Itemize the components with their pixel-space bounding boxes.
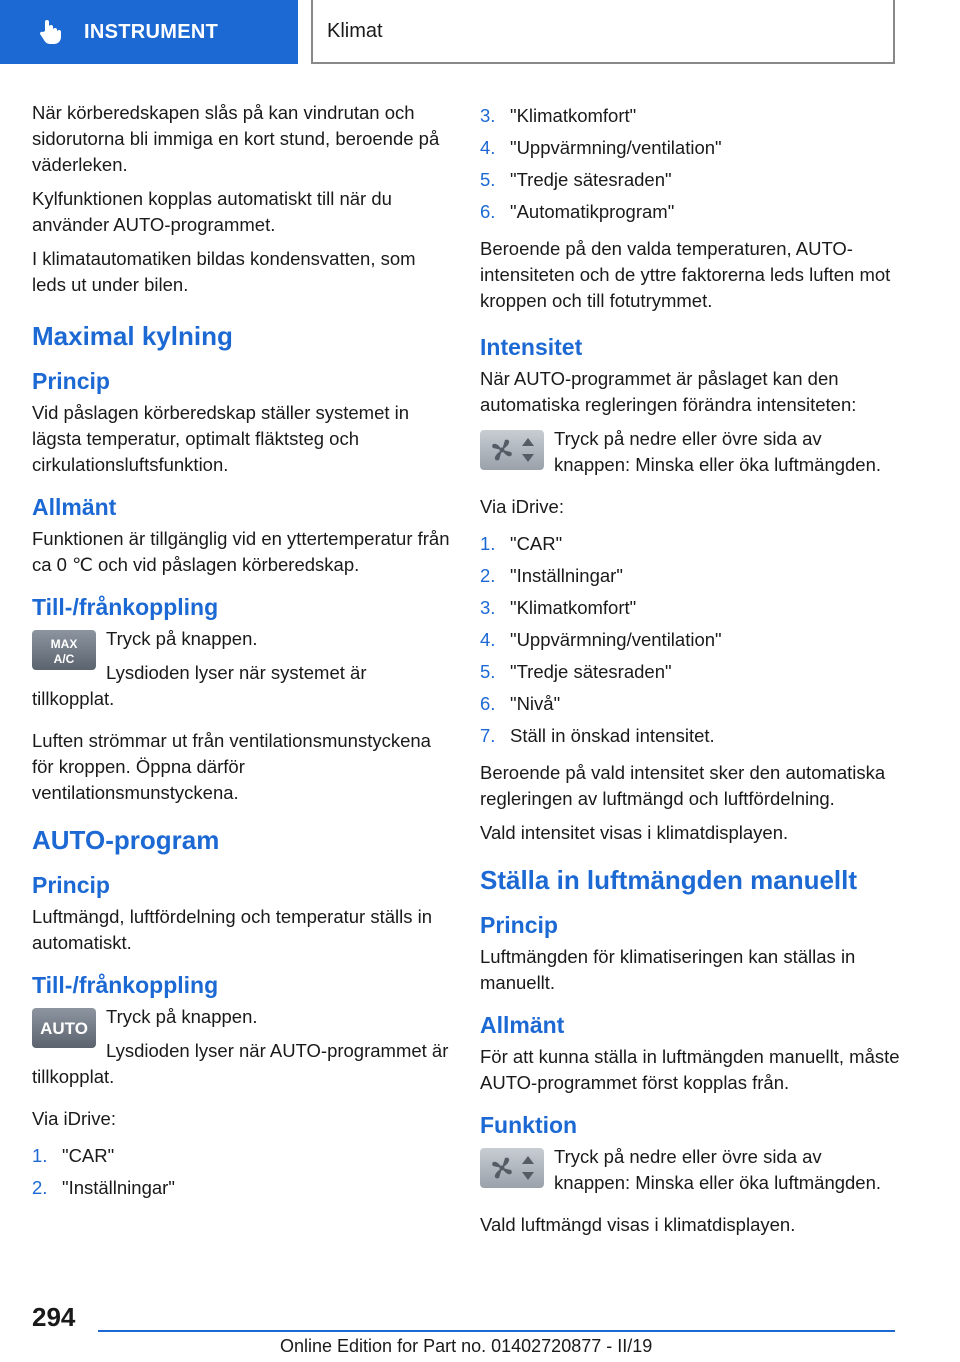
auto-button-icon <box>32 1008 96 1048</box>
paragraph: Tryck på nedre eller övre sida av knappen: Minska eller öka luftmängden. <box>554 428 882 475</box>
paragraph: Vald luftmängd visas i klimatdisplayen. <box>480 1214 796 1235</box>
paragraph: Lysdioden lyser när AUTO-programmet är tillkopplat. <box>32 1040 449 1087</box>
hand-pointer-icon <box>36 17 66 47</box>
fan-button-icon <box>480 430 544 470</box>
svg-text:MAX: MAX <box>50 637 78 651</box>
paragraph: Vid påslagen körberedskap ställer systemet in lägsta temperatur, optimalt fläktsteg och cirkulationsluftsfunktion. <box>32 402 410 475</box>
paragraph: När AUTO-programmet är påslaget kan den automatiska regleringen förändra intensiteten: <box>480 368 857 415</box>
edition-note[interactable]: Online Edition for Part no. 01402720877 - II/19 <box>280 1336 653 1356</box>
fan-button-icon <box>480 1148 544 1188</box>
svg-text:AUTO: AUTO <box>40 1019 88 1038</box>
paragraph: Tryck på knappen. <box>106 1006 258 1027</box>
subheading-intensitet: Intensitet <box>480 334 583 360</box>
left-column <box>32 100 452 1212</box>
paragraph: Luften strömmar ut från ventilationsmunstyckena för kroppen. Öppna därför ventilationsmunstyckena. <box>32 730 431 803</box>
list-item: 6. "Nivå" <box>480 693 561 714</box>
maxac-button-icon <box>32 630 96 670</box>
list-item: 6. "Automatikprogram" <box>480 201 675 222</box>
subheading-funktion: Funktion <box>480 1112 578 1138</box>
chapter-title: Klimat <box>327 19 383 42</box>
maxac-block <box>32 626 452 720</box>
subheading-till-frankoppling: Till-/frånkoppling <box>32 972 219 998</box>
footer-divider <box>98 1330 895 1332</box>
paragraph: I klimatautomatiken bildas kondensvatten, som leds ut under bilen. <box>32 248 416 295</box>
list-item: 1. "CAR" <box>32 1145 115 1166</box>
fan-block <box>480 426 900 486</box>
paragraph: När körberedskapen slås på kan vindrutan och sidorutorna bli immiga en kort stund, beroende på väderleken. <box>32 102 440 175</box>
paragraph: Via iDrive: <box>480 496 564 517</box>
paragraph: Tryck på nedre eller övre sida av knappen: Minska eller öka luftmängden. <box>554 1146 882 1193</box>
heading-stalla-in-luftmangden: Ställa in luftmängden manuellt <box>480 865 858 895</box>
heading-maximal-kylning: Maximal kylning <box>32 321 233 351</box>
paragraph: Lysdioden lyser när systemet är tillkopplat. <box>32 662 367 709</box>
idrive-list <box>480 528 900 752</box>
subheading-princip: Princip <box>480 912 558 938</box>
list-item: 5. "Tredje sätesraden" <box>480 169 672 190</box>
paragraph: Funktionen är tillgänglig vid en yttertemperatur från ca 0 ℃ och vid påslagen körberedskap. <box>32 528 450 575</box>
paragraph: Beroende på vald intensitet sker den automatiska regleringen av luftmängd och luftfördelning. <box>480 762 886 809</box>
subheading-allmant: Allmänt <box>32 494 117 520</box>
paragraph: Luftmängd, luftfördelning och temperatur ställs in automatiskt. <box>32 906 433 953</box>
subheading-till-frankoppling: Till-/frånkoppling <box>32 594 219 620</box>
list-item: 4. "Uppvärmning/ventilation" <box>480 629 722 650</box>
paragraph: Beroende på den valda temperaturen, AUTO-intensiteten och de yttre faktorerna leds luften mot kroppen och till fotutrymmet. <box>480 238 891 311</box>
list-item: 2. "Inställningar" <box>32 1177 175 1198</box>
page-number: 294 <box>32 1302 76 1332</box>
section-title: INSTRUMENT <box>84 20 219 43</box>
right-column <box>480 100 900 1246</box>
subheading-princip: Princip <box>32 872 110 898</box>
list-item: 3. "Klimatkomfort" <box>480 105 637 126</box>
subheading-princip: Princip <box>32 368 110 394</box>
paragraph: Via iDrive: <box>32 1108 116 1129</box>
subheading-allmant: Allmänt <box>480 1012 565 1038</box>
list-item: 7. Ställ in önskad intensitet. <box>480 725 715 746</box>
fan-block <box>480 1144 900 1204</box>
list-item: 5. "Tredje sätesraden" <box>480 661 672 682</box>
list-item: 1. "CAR" <box>480 533 563 554</box>
auto-block <box>32 1004 452 1098</box>
list-item: 2. "Inställningar" <box>480 565 623 586</box>
idrive-list <box>32 1140 452 1204</box>
list-item: 3. "Klimatkomfort" <box>480 597 637 618</box>
svg-text:A/C: A/C <box>53 652 75 666</box>
paragraph: Kylfunktionen kopplas automatiskt till när du använder AUTO-programmet. <box>32 188 392 235</box>
paragraph: För att kunna ställa in luftmängden manuellt, måste AUTO-programmet först kopplas från. <box>480 1046 900 1093</box>
paragraph: Vald intensitet visas i klimatdisplayen. <box>480 822 789 843</box>
paragraph: Luftmängden för klimatiseringen kan ställas in manuellt. <box>480 946 856 993</box>
heading-auto-program: AUTO-program <box>32 825 220 855</box>
paragraph: Tryck på knappen. <box>106 628 258 649</box>
list-item: 4. "Uppvärmning/ventilation" <box>480 137 722 158</box>
idrive-list <box>480 100 900 228</box>
chapter-tab[interactable] <box>311 0 895 64</box>
section-tab[interactable] <box>0 0 298 64</box>
